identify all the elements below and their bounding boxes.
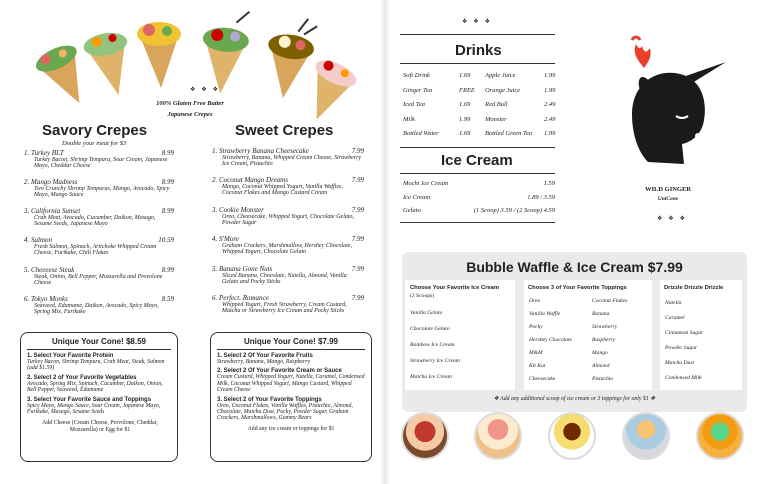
drizzle-opt: Powder Sugar — [665, 345, 698, 351]
item-name: 5. Cheeeese Steak — [24, 266, 75, 274]
item-name: 4. S'More — [212, 235, 239, 243]
savory-item — [24, 267, 174, 287]
savory-item — [24, 208, 174, 228]
item-price: 7.99 — [351, 265, 364, 273]
sweet-item — [212, 207, 364, 227]
dessert-photo-1 — [401, 412, 449, 460]
drink-price: 1.69 — [459, 101, 471, 109]
step-head: 1. Select Your Favorite Protein — [27, 353, 114, 359]
item-name: 6. Tokyo Monks — [24, 295, 68, 303]
sweet-title: Sweet Crepes — [235, 122, 334, 139]
drink-name: Bottled Water — [403, 130, 439, 138]
item-desc: Seaweed, Edamame, Daikon, Avocado, Spicy Mayo, Spring Mix, Furikake — [34, 302, 159, 316]
drizzle-opt: Nutella — [665, 300, 682, 306]
item-price: 7.99 — [351, 294, 364, 302]
step-body: Spicy Mayo, Mango Sauce, Sour Cream, Japanese Mayo, Furikake, Masago, Sesame Seeds — [27, 402, 161, 416]
drink-name: Apple Juice — [485, 72, 516, 79]
box-footer: Add any ice cream or toppings for $1 — [247, 425, 335, 432]
dessert-photo-4 — [622, 412, 670, 460]
sweet-box-title: Unique Your Cone! $7.99 — [244, 337, 338, 346]
ice-cream-title: Ice Cream — [441, 152, 513, 169]
decor-dots: ❖ ❖ ❖ — [462, 18, 492, 25]
topping-opt: Banana — [592, 311, 610, 317]
drink-price: 1.99 — [544, 130, 556, 138]
icecream-opt: Chocolate Gelato — [410, 326, 450, 332]
drinks-left — [403, 69, 483, 142]
item-price: 7.99 — [351, 176, 364, 184]
ice-cream-list — [403, 177, 555, 218]
item-name: 3. Cookie Monster — [212, 206, 264, 214]
ice-cream-price: 1.59 — [543, 180, 555, 187]
topping-opt: Strawberry — [592, 324, 618, 330]
sweet-item — [212, 236, 364, 256]
savory-item — [24, 150, 174, 170]
item-price: 7.99 — [351, 235, 364, 243]
drink-price: 1.99 — [544, 86, 556, 94]
item-name: 1. Turkey BLT — [24, 149, 64, 157]
topping-opt: M&M — [529, 350, 543, 356]
topping-opt: Oreo — [529, 298, 541, 304]
step-head: 2. Select 2 Of Your Favorite Cream or Sauce — [217, 368, 342, 375]
savory-box-title: Unique Your Cone! $8.59 — [52, 337, 146, 346]
waffle-footer-text: Add any additional scoop of ice cream or 3 toppings for only $1 — [500, 396, 649, 402]
icecream-opt: Vanilla Gelato — [410, 310, 443, 316]
topping-opt: Pocky — [529, 324, 543, 330]
icecream-opt: Matcha Ice Cream — [410, 374, 452, 380]
crepe-cone-5 — [261, 14, 318, 102]
item-price: 7.99 — [351, 206, 364, 214]
topping-opt: Cheesecake — [529, 376, 556, 382]
item-price: 8.99 — [161, 178, 174, 186]
savory-item — [24, 296, 174, 316]
topping-opt: Raspberry — [592, 337, 616, 343]
box-footer: Add Cheese (Cream Cheese, Provolone, Cheddar, Mozzarella) or Egg for $1 — [42, 420, 158, 433]
crepe-cone-4 — [198, 8, 251, 96]
item-price: 8.99 — [161, 207, 174, 215]
item-price: 10.59 — [158, 236, 174, 244]
drink-price: 2.49 — [544, 115, 556, 123]
savory-item — [24, 179, 174, 199]
drink-name: Milk — [403, 115, 415, 123]
item-price: 8.99 — [161, 149, 174, 157]
sweet-item — [212, 295, 364, 315]
waffle-col-toppings — [524, 280, 652, 390]
topping-opt: Vanilla Waffle — [529, 311, 561, 317]
topping-opt: Almond — [592, 363, 610, 369]
item-name: 2. Coconut Mango Dreams — [212, 176, 288, 184]
drink-name: Red Bull — [485, 101, 508, 109]
item-name: 1. Strawberry Banana Cheesecake — [212, 147, 309, 155]
drink-price: 1.69 — [459, 130, 471, 138]
item-name: 2. Mango Madness — [24, 178, 78, 186]
item-desc: Crab Meat, Avocado, Cucumber, Daikon, Masago, Sesame Seeds, Japanese Mayo — [34, 214, 156, 228]
savory-item — [24, 237, 174, 257]
item-desc: Turkey Bacon, Shrimp Tempura, Sour Cream, Japanese Mayo, Cheddar Cheese — [34, 156, 168, 170]
item-desc: Steak, Onion, Bell Pepper, Mozzarella and Provolone Cheese — [34, 273, 163, 287]
waffle-title: Bubble Waffle & Ice Cream $7.99 — [466, 259, 683, 275]
drizzle-opt: Condensed Milk — [665, 375, 702, 381]
topping-opt: Coconut Flakes — [592, 298, 628, 304]
item-price: 8.59 — [161, 295, 174, 303]
dessert-photo-5 — [696, 412, 744, 460]
item-price: 7.99 — [351, 147, 364, 155]
item-desc: Graham Crackers, Marshmallow, Hershey Chocolate, Whipped Yogurt, Chocolate Gelato — [222, 242, 353, 256]
drizzle-opt: Caramel — [665, 315, 685, 321]
gluten-free-tag: 100% Gluten Free Batter — [156, 100, 224, 107]
drink-name: Soft Drink — [403, 72, 430, 79]
drink-name: Ginger Tea — [403, 86, 433, 94]
savory-title: Savory Crepes — [42, 122, 148, 139]
brand-name: WILD GINGER — [644, 186, 692, 193]
crepe-cone-2 — [82, 30, 136, 100]
waffle-footer: ❖ Add any additional scoop of ice cream or 3 toppings for only $1 ❖ — [493, 396, 656, 402]
item-price: 8.99 — [161, 266, 174, 274]
drink-price: 2.49 — [544, 101, 556, 109]
sweet-build-box — [210, 332, 372, 462]
savory-subtitle: Double your meat for $3 — [62, 140, 127, 147]
item-desc: Strawberry, Banana, Whipped Cream Cheese, Strawberry Ice Cream, Pistachio — [222, 154, 362, 168]
drink-price: 1.99 — [544, 72, 556, 79]
item-name: 6. Perfect. Romance — [212, 294, 269, 302]
drizzle-opt: Matcha Dust — [665, 360, 695, 366]
dessert-photo-2 — [474, 412, 522, 460]
step-body: Strawberry, Banana, Mango, Raspberry — [217, 359, 311, 365]
drink-price: 1.69 — [459, 72, 471, 79]
step-head: 3. Select 2 of Your Favorite Toppings — [217, 396, 322, 403]
topping-opt: Mango — [592, 350, 608, 356]
step-head: 1. Select 2 Of Your Favorite Fruits — [217, 353, 313, 359]
drink-price: FREE — [459, 86, 475, 94]
step-body: Oreo, Coconut Flakes, Vanilla Waffles, Pistachio, Almond, Chocolate, Matcha Dust, Pocky, Powder Sugar, Graham Crackers, Marshmallows, Gummy Bears — [217, 402, 353, 422]
drink-name: Monster — [485, 115, 507, 123]
waffle-col-drizzle — [660, 280, 742, 390]
crepe-cone-3 — [137, 22, 181, 88]
sweet-item — [212, 177, 364, 197]
step-body: Turkey Bacon, Shrimp Tempura, Crab Meat, Steak, Salmon (add $1.59) — [27, 359, 165, 372]
item-desc: Whipped Yogurt, Fresh Strawberry, Cream Custard, Matcha or Strawberry Ice Cream and Pocky Sticks — [222, 301, 347, 315]
col-head: Choose Your Favorite Ice Cream — [410, 285, 500, 291]
drink-name: Orange Juice — [485, 86, 521, 94]
step-body: Avocado, Spring Mix, Spinach, Cucumber, Daikon, Onion, Bell Pepper, Seaweed, Edamame — [27, 380, 163, 394]
item-name: 4. Salmon — [24, 236, 52, 244]
col-sub: (2 Scoops) — [410, 293, 435, 299]
ice-cream-name: Mochi Ice Cream — [403, 180, 449, 187]
ice-cream-price: (1 Scoop) 3.59 / (2 Scoop) 4.59 — [473, 207, 555, 214]
col-head: Choose 3 of Your Favorite Toppings — [528, 285, 627, 291]
sweet-item — [212, 148, 364, 168]
drizzle-opt: Cinnamon Sugar — [665, 330, 704, 336]
item-desc: Mango, Coconut Whipped Yogurt, Vanilla Waffles, Coconut Flakes and Mango Custard Cream — [222, 183, 343, 197]
col-head: Drizzle Drizzle Drizzle — [664, 285, 724, 291]
brand-sub: UniCone — [657, 196, 679, 202]
drink-name: Iced Tea — [403, 101, 425, 109]
item-desc: Fresh Salmon, Spinach, Artichoke Whipped Cream Cheese, Furikake, Chili Flakes — [34, 243, 157, 257]
item-desc: Oreo, Cheesecake, Whipped Yogurt, Chocolate Gelato, Powder Sugar — [222, 213, 355, 227]
step-head: 3. Select Your Favorite Sauce and Toppings — [27, 396, 152, 403]
step-body: Cream Custard, Whipped Yogurt, Nutella, Caramel, Condensed Milk, Coconut Whipped Yogurt, Mango Custard, Whipped Cream Cheese — [217, 374, 365, 394]
unicorn-logo — [622, 34, 734, 184]
dessert-photo-3 — [548, 412, 596, 460]
decor-dots: ❖ ❖ ❖ — [657, 215, 687, 222]
item-name: 3. California Sunset — [24, 207, 81, 215]
item-desc: Sliced Banana, Chocolate, Nutella, Almond, Vanilla Gelato and Pocky Sticks — [222, 272, 347, 286]
drinks-right — [485, 69, 560, 142]
ice-cream-price: 1.89 / 3.59 — [527, 193, 555, 201]
item-desc: Two Crunchy Shrimp Tempuras, Mango, Avocado, Spicy Mayo, Mango Sauce — [34, 185, 170, 199]
icecream-opt: Rainbow Ice Cream — [410, 342, 455, 348]
crepe-cone-6 — [295, 55, 360, 123]
decor-dots: ❖ ❖ ❖ — [190, 86, 220, 93]
icecream-opt: Strawberry Ice Cream — [410, 358, 460, 364]
item-name: 5. Banana Gone Nuts — [212, 265, 273, 273]
savory-build-box — [20, 332, 178, 462]
flame-icon — [635, 44, 651, 68]
waffle-col-icecream — [405, 280, 515, 390]
drinks-title: Drinks — [455, 42, 502, 59]
drink-price: 1.99 — [459, 115, 471, 123]
sweet-item — [212, 266, 364, 286]
topping-opt: Kit Kat — [529, 363, 546, 369]
drink-name: Bottled Green Tea — [485, 130, 533, 138]
ice-cream-name: Ice Cream — [403, 193, 431, 201]
topping-opt: Hershey Chocolate — [529, 337, 573, 343]
ice-cream-name: Gelato — [403, 207, 421, 214]
step-head: 2. Select 2 of Your Favorite Vegetables — [27, 374, 137, 381]
topping-opt: Pistachio — [592, 376, 614, 382]
japanese-crepes-tag: Japanese Crepes — [167, 111, 213, 118]
